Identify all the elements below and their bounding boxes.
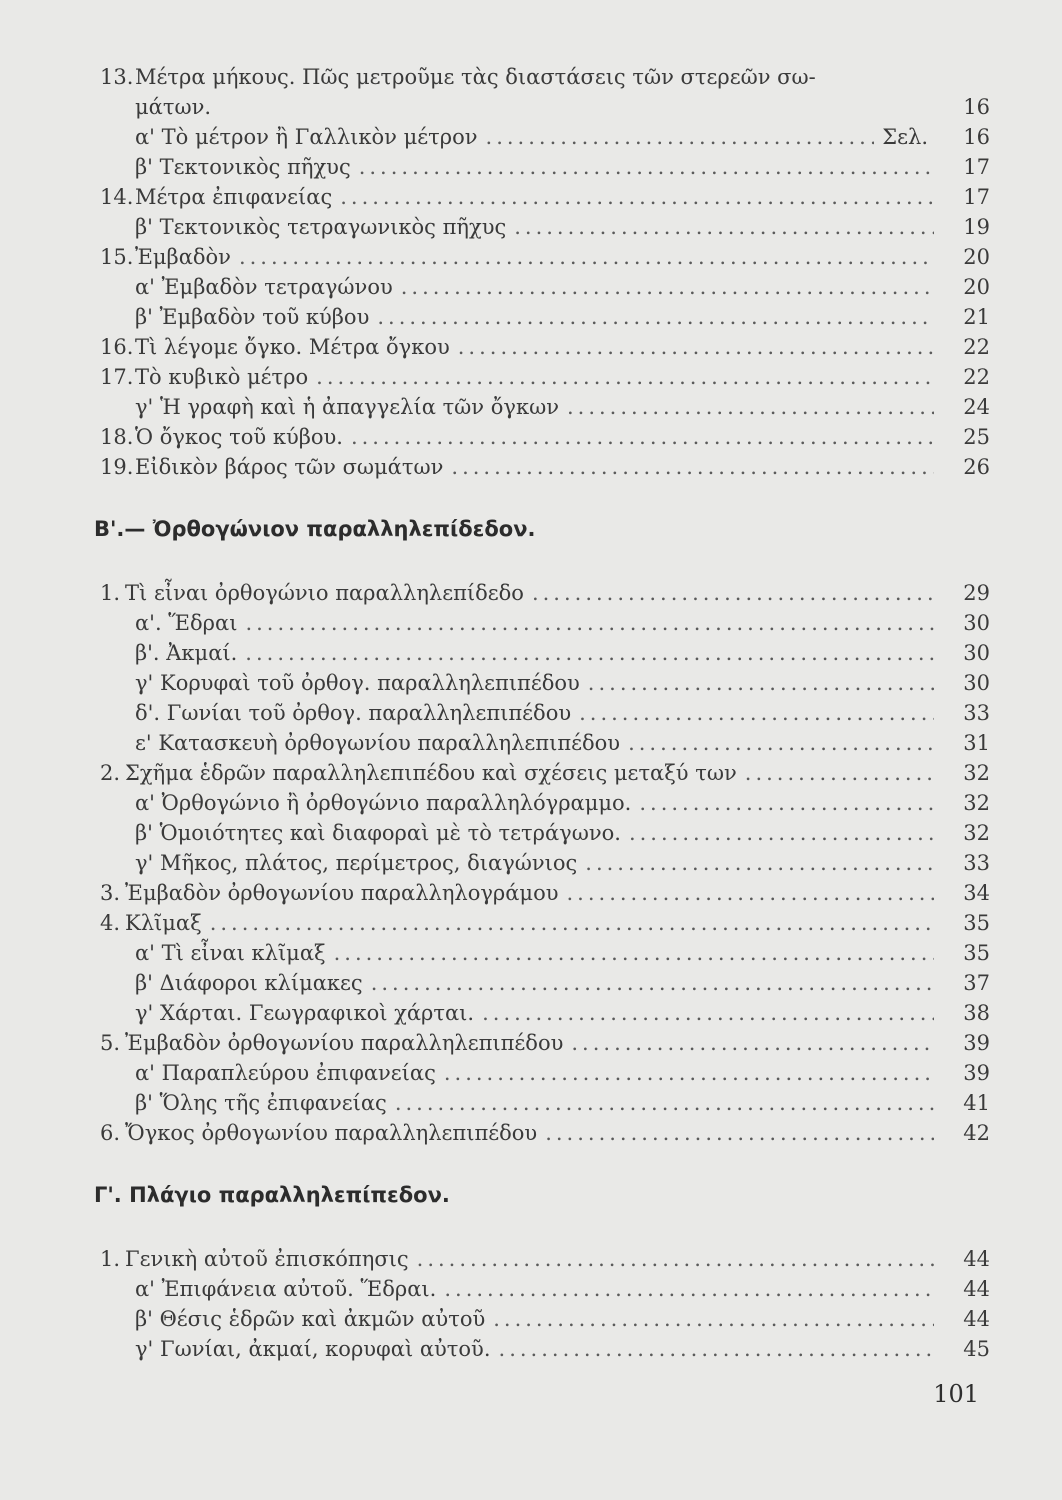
- toc-entry: [100, 62, 990, 92]
- entry-page-number: 42: [963, 1121, 990, 1145]
- entry-title: γ' Ἡ γραφὴ καὶ ἡ ἀπαγγελία τῶν ὄγκων: [135, 395, 559, 419]
- entry-title: Μέτρα μήκους. Πῶς μετροῦμε τὰς διαστάσεις τῶν στερεῶν σω-: [135, 65, 816, 89]
- toc-entry: [100, 998, 990, 1028]
- dot-leader: [458, 332, 934, 362]
- entry-page-number: 31: [963, 731, 990, 755]
- entry-page-number: 24: [963, 395, 990, 419]
- entry-title: Γενικὴ αὐτοῦ ἐπισκόπησις: [125, 1247, 409, 1271]
- entry-title: β' Τεκτονικὸς πῆχυς: [135, 155, 351, 179]
- toc-entry: [100, 818, 990, 848]
- section-heading-b: Β'.— Ὀρθογώνιον παραλληλεπίδεδον.: [94, 517, 536, 541]
- entry-title: Ὄγκος ὀρθογωνίου παραλληλεπιπέδου: [125, 1121, 538, 1145]
- entry-page-number: 44: [963, 1277, 990, 1301]
- dot-leader: [514, 212, 934, 242]
- entry-number: 3.: [100, 881, 121, 905]
- entry-page-number: 41: [963, 1091, 990, 1115]
- entry-page-number: 32: [963, 821, 990, 845]
- entry-title: α' Ἐπιφάνεια αὐτοῦ. Ἕδραι.: [135, 1277, 437, 1301]
- toc-entry: [100, 452, 990, 482]
- entry-page-number: 35: [963, 941, 990, 965]
- entry-page-number: 39: [963, 1061, 990, 1085]
- entry-title: Εἰδικὸν βάρος τῶν σωμάτων: [135, 455, 444, 479]
- entry-page-number: 30: [963, 611, 990, 635]
- toc-entry: [100, 1244, 990, 1274]
- dot-leader: [239, 242, 934, 272]
- toc-entry: [100, 608, 990, 638]
- entry-title: α' Τὶ εἶναι κλῖμαξ: [135, 941, 326, 965]
- entry-title: γ' Κορυφαὶ τοῦ ὀρθογ. παραλληλεπιπέδου: [135, 671, 580, 695]
- entry-title: Τὶ εἶναι ὀρθογώνιο παραλληλεπίδεδο: [125, 581, 524, 605]
- toc-entry: [100, 1274, 990, 1304]
- entry-page-number: 34: [963, 881, 990, 905]
- toc-entry: [100, 788, 990, 818]
- toc-entry: [100, 302, 990, 332]
- entry-page-number: 30: [963, 641, 990, 665]
- entry-page-number: 20: [963, 275, 990, 299]
- entry-page-number: 22: [963, 335, 990, 359]
- entry-title-continuation: μάτων.: [135, 95, 212, 119]
- toc-entry: [100, 272, 990, 302]
- dot-leader: [351, 422, 934, 452]
- entry-number: 18.: [100, 425, 134, 449]
- entry-number: 2.: [100, 761, 121, 785]
- dot-leader: [486, 122, 875, 152]
- entry-page-number: 26: [963, 455, 990, 479]
- section-a-entries: [100, 122, 990, 482]
- entry-page-number: 44: [963, 1307, 990, 1331]
- toc-entry: [100, 848, 990, 878]
- toc-entry: [100, 1304, 990, 1334]
- entry-title: β' Ὁμοιότητες καὶ διαφοραὶ μὲ τὸ τετράγωνο.: [135, 821, 621, 845]
- toc-entry: [100, 242, 990, 272]
- entry-page-number: 29: [963, 581, 990, 605]
- toc-entry: [100, 1058, 990, 1088]
- entry-page-number: 16: [963, 125, 990, 149]
- toc-entry: [100, 1028, 990, 1058]
- dot-leader: [245, 638, 934, 668]
- dot-leader: [444, 1274, 934, 1304]
- dot-leader: [545, 1118, 934, 1148]
- dot-leader: [482, 998, 934, 1028]
- dot-leader: [245, 608, 934, 638]
- dot-leader: [334, 938, 934, 968]
- toc-entry: [100, 362, 990, 392]
- dot-leader: [377, 302, 934, 332]
- toc-entry: [100, 938, 990, 968]
- entry-page-number: 32: [963, 791, 990, 815]
- entry-title: β' Τεκτονικὸς τετραγωνικὸς πῆχυς: [135, 215, 507, 239]
- toc-entry: [100, 182, 990, 212]
- entry-page-number: 19: [963, 215, 990, 239]
- section-heading-c: Γ'. Πλάγιο παραλληλεπίπεδον.: [94, 1183, 450, 1207]
- entry-page-number: 44: [963, 1247, 990, 1271]
- entry-number: 4.: [100, 911, 121, 935]
- entry-number: 5.: [100, 1031, 121, 1055]
- dot-leader: [585, 848, 934, 878]
- dot-leader: [401, 272, 934, 302]
- entry-page-number: 20: [963, 245, 990, 269]
- toc-entry: [100, 968, 990, 998]
- entry-title: ε' Κατασκευὴ ὀρθογωνίου παραλληλεπιπέδου: [135, 731, 621, 755]
- entry-title: β' Ὅλης τῆς ἐπιφανείας: [135, 1091, 387, 1115]
- entry-title: Ἐμβαδὸν ὀρθογωνίου παραλληλεπιπέδου: [125, 1031, 564, 1055]
- dot-leader: [499, 1334, 934, 1364]
- entry-title: Τὸ κυβικὸ μέτρο: [135, 365, 309, 389]
- table-of-contents: [94, 62, 990, 1364]
- dot-leader: [588, 668, 934, 698]
- entry-title: γ' Μῆκος, πλάτος, περίμετρος, διαγώνιος: [135, 851, 578, 875]
- entry-title: β'. Ἀκμαί.: [135, 641, 238, 665]
- dot-leader: [532, 578, 934, 608]
- entry-number: 16.: [100, 335, 134, 359]
- dot-leader: [395, 1088, 934, 1118]
- toc-entry: [100, 422, 990, 452]
- toc-entry: [100, 392, 990, 422]
- entry-page-number: 38: [963, 1001, 990, 1025]
- toc-entry: [100, 638, 990, 668]
- entry-page-number: 22: [963, 365, 990, 389]
- entry-number: 6.: [100, 1121, 121, 1145]
- entry-number: 19.: [100, 455, 134, 479]
- entry-page-number: 30: [963, 671, 990, 695]
- entry-page-number: 33: [963, 851, 990, 875]
- dot-leader: [417, 1244, 934, 1274]
- toc-entry: [100, 908, 990, 938]
- entry-title: Κλῖμαξ: [125, 911, 202, 935]
- toc-entry: [100, 698, 990, 728]
- dot-leader: [579, 698, 934, 728]
- entry-page-number: 21: [963, 305, 990, 329]
- entry-title: α'. Ἕδραι: [135, 611, 238, 635]
- entry-title: Ἐμβαδὸν ὀρθογωνίου παραλληλογράμου: [125, 881, 559, 905]
- entry-page-number: 25: [963, 425, 990, 449]
- dot-leader: [451, 452, 934, 482]
- entry-title: Ἐμβαδὸν: [135, 245, 231, 269]
- toc-entry: [100, 728, 990, 758]
- toc-entry: [100, 758, 990, 788]
- dot-leader: [316, 362, 934, 392]
- toc-entry: [100, 1088, 990, 1118]
- dot-leader: [571, 1028, 934, 1058]
- entry-title: Σχῆμα ἑδρῶν παραλληλεπιπέδου καὶ σχέσεις μεταξύ των: [125, 761, 737, 785]
- page-folio-number: 101: [933, 1380, 979, 1408]
- toc-entry-continuation: [100, 92, 990, 122]
- dot-leader: [745, 758, 934, 788]
- toc-entry: [100, 332, 990, 362]
- entry-page-number: 39: [963, 1031, 990, 1055]
- entry-page-number: 33: [963, 701, 990, 725]
- dot-leader: [444, 1058, 934, 1088]
- entry-number: 15.: [100, 245, 134, 269]
- entry-title: α' Ἐμβαδὸν τετραγώνου: [135, 275, 393, 299]
- entry-page-number: 17: [963, 185, 990, 209]
- entry-page-number: 17: [963, 155, 990, 179]
- dot-leader: [567, 392, 934, 422]
- entry-title: γ' Γωνίαι, ἀκμαί, κορυφαὶ αὐτοῦ.: [135, 1337, 491, 1361]
- entry-page-number: 37: [963, 971, 990, 995]
- section-b-entries: [100, 578, 990, 1148]
- entry-title: α' Ὀρθογώνιο ἢ ὀρθογώνιο παραλληλόγραμμο.: [135, 791, 632, 815]
- dot-leader: [628, 728, 934, 758]
- entry-number: 1.: [100, 581, 121, 605]
- entry-title: γ' Χάρται. Γεωγραφικοὶ χάρται.: [135, 1001, 475, 1025]
- entry-number: 17.: [100, 365, 134, 389]
- dot-leader: [210, 908, 934, 938]
- dot-leader: [340, 182, 934, 212]
- entry-title: β' Θέσις ἑδρῶν καὶ ἀκμῶν αὐτοῦ: [135, 1307, 486, 1331]
- section-c-entries: [100, 1244, 990, 1364]
- toc-entry: [100, 212, 990, 242]
- dot-leader: [629, 818, 934, 848]
- toc-entry: [100, 122, 990, 152]
- entry-title: δ'. Γωνίαι τοῦ ὀρθογ. παραλληλεπιπέδου: [135, 701, 572, 725]
- entry-title: Μέτρα ἐπιφανείας: [135, 185, 333, 209]
- dot-leader: [359, 152, 934, 182]
- dot-leader: [639, 788, 934, 818]
- entry-title: α' Τὸ μέτρον ἢ Γαλλικὸν μέτρον: [135, 125, 478, 149]
- entry-title: β' Διάφοροι κλίμακες: [135, 971, 363, 995]
- toc-entry: [100, 878, 990, 908]
- entry-title: Ὁ ὄγκος τοῦ κύβου.: [135, 425, 343, 449]
- entry-page-number: 45: [963, 1337, 990, 1361]
- dot-leader: [493, 1304, 934, 1334]
- toc-entry: [100, 578, 990, 608]
- entry-page-number: 16: [963, 95, 990, 119]
- entry-number: 14.: [100, 185, 134, 209]
- entry-title: α' Παραπλεύρου ἐπιφανείας: [135, 1061, 436, 1085]
- entry-page-number: 35: [963, 911, 990, 935]
- entry-page-number: 32: [963, 761, 990, 785]
- dot-leader: [371, 968, 934, 998]
- toc-entry: [100, 152, 990, 182]
- entry-title: β' Ἐμβαδὸν τοῦ κύβου: [135, 305, 370, 329]
- toc-entry: [100, 1118, 990, 1148]
- page-abbreviation: Σελ.: [882, 125, 928, 149]
- entry-title: Τὶ λέγομε ὄγκο. Μέτρα ὄγκου: [135, 335, 450, 359]
- dot-leader: [567, 878, 935, 908]
- toc-entry: [100, 1334, 990, 1364]
- entry-number: 13.: [100, 65, 134, 89]
- entry-number: 1.: [100, 1247, 121, 1271]
- toc-entry: [100, 668, 990, 698]
